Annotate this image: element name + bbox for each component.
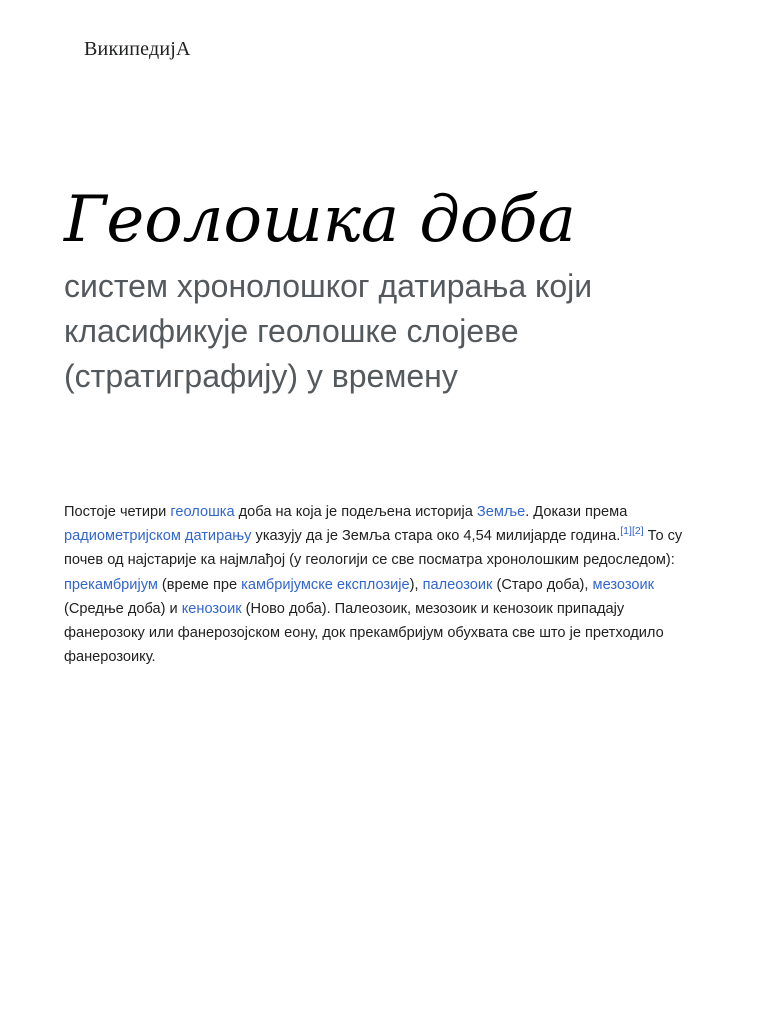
lead-text: доба на која је подељена историја: [234, 504, 477, 520]
link-mezozoik[interactable]: мезозоик: [592, 576, 655, 593]
lead-text: Постоје четири: [64, 504, 171, 520]
page-title: Геолошка доба: [64, 183, 576, 257]
site-header: [84, 38, 191, 68]
article-header: [64, 176, 704, 399]
link-kambrijumska-eksplozija[interactable]: камбријумске експлозије: [241, 576, 410, 593]
link-paleozoik[interactable]: палеозоик: [422, 576, 493, 593]
reference-marks: [620, 525, 643, 537]
lead-text: (Старо доба),: [492, 576, 593, 593]
reference-2[interactable]: [2]: [631, 525, 644, 538]
link-prekambrijum[interactable]: прекамбријум: [64, 576, 158, 593]
lead-text: (време пре: [157, 576, 242, 593]
link-geoloska[interactable]: геолошка: [170, 504, 235, 520]
reference-1[interactable]: [1]: [620, 525, 632, 538]
wikipedia-wordmark-logo[interactable]: ВикипедијА: [84, 38, 191, 60]
page-subtitle: систем хронолошког датирања који класификује геолошке слојеве (стратиграфију) у времену: [64, 268, 593, 394]
lead-text: указују да је Земља стара око 4,54 милијарде година.: [251, 528, 621, 545]
lead-text: ),: [409, 576, 423, 593]
link-zemlje[interactable]: Земље: [476, 504, 526, 520]
lead-text: (Ново доба). Палеозоик, мезозоик и кенозоик припадају фанерозоку или фанерозојском еону, док прекамбријум обухвата све што је претходило фанерозоику.: [64, 600, 664, 666]
lead-text: . Докази према: [525, 504, 628, 520]
lead-text: (Средње доба) и: [64, 600, 182, 617]
link-radiometrijsko-datiranje[interactable]: радиометријском датирању: [64, 528, 252, 545]
lead-paragraph: [64, 500, 700, 669]
lead-text: То су почев од најстарије ка најмлађој (у геологији се све посматра хронолошким редоследом):: [64, 528, 683, 569]
link-kenozoik[interactable]: кенозоик: [181, 600, 242, 617]
